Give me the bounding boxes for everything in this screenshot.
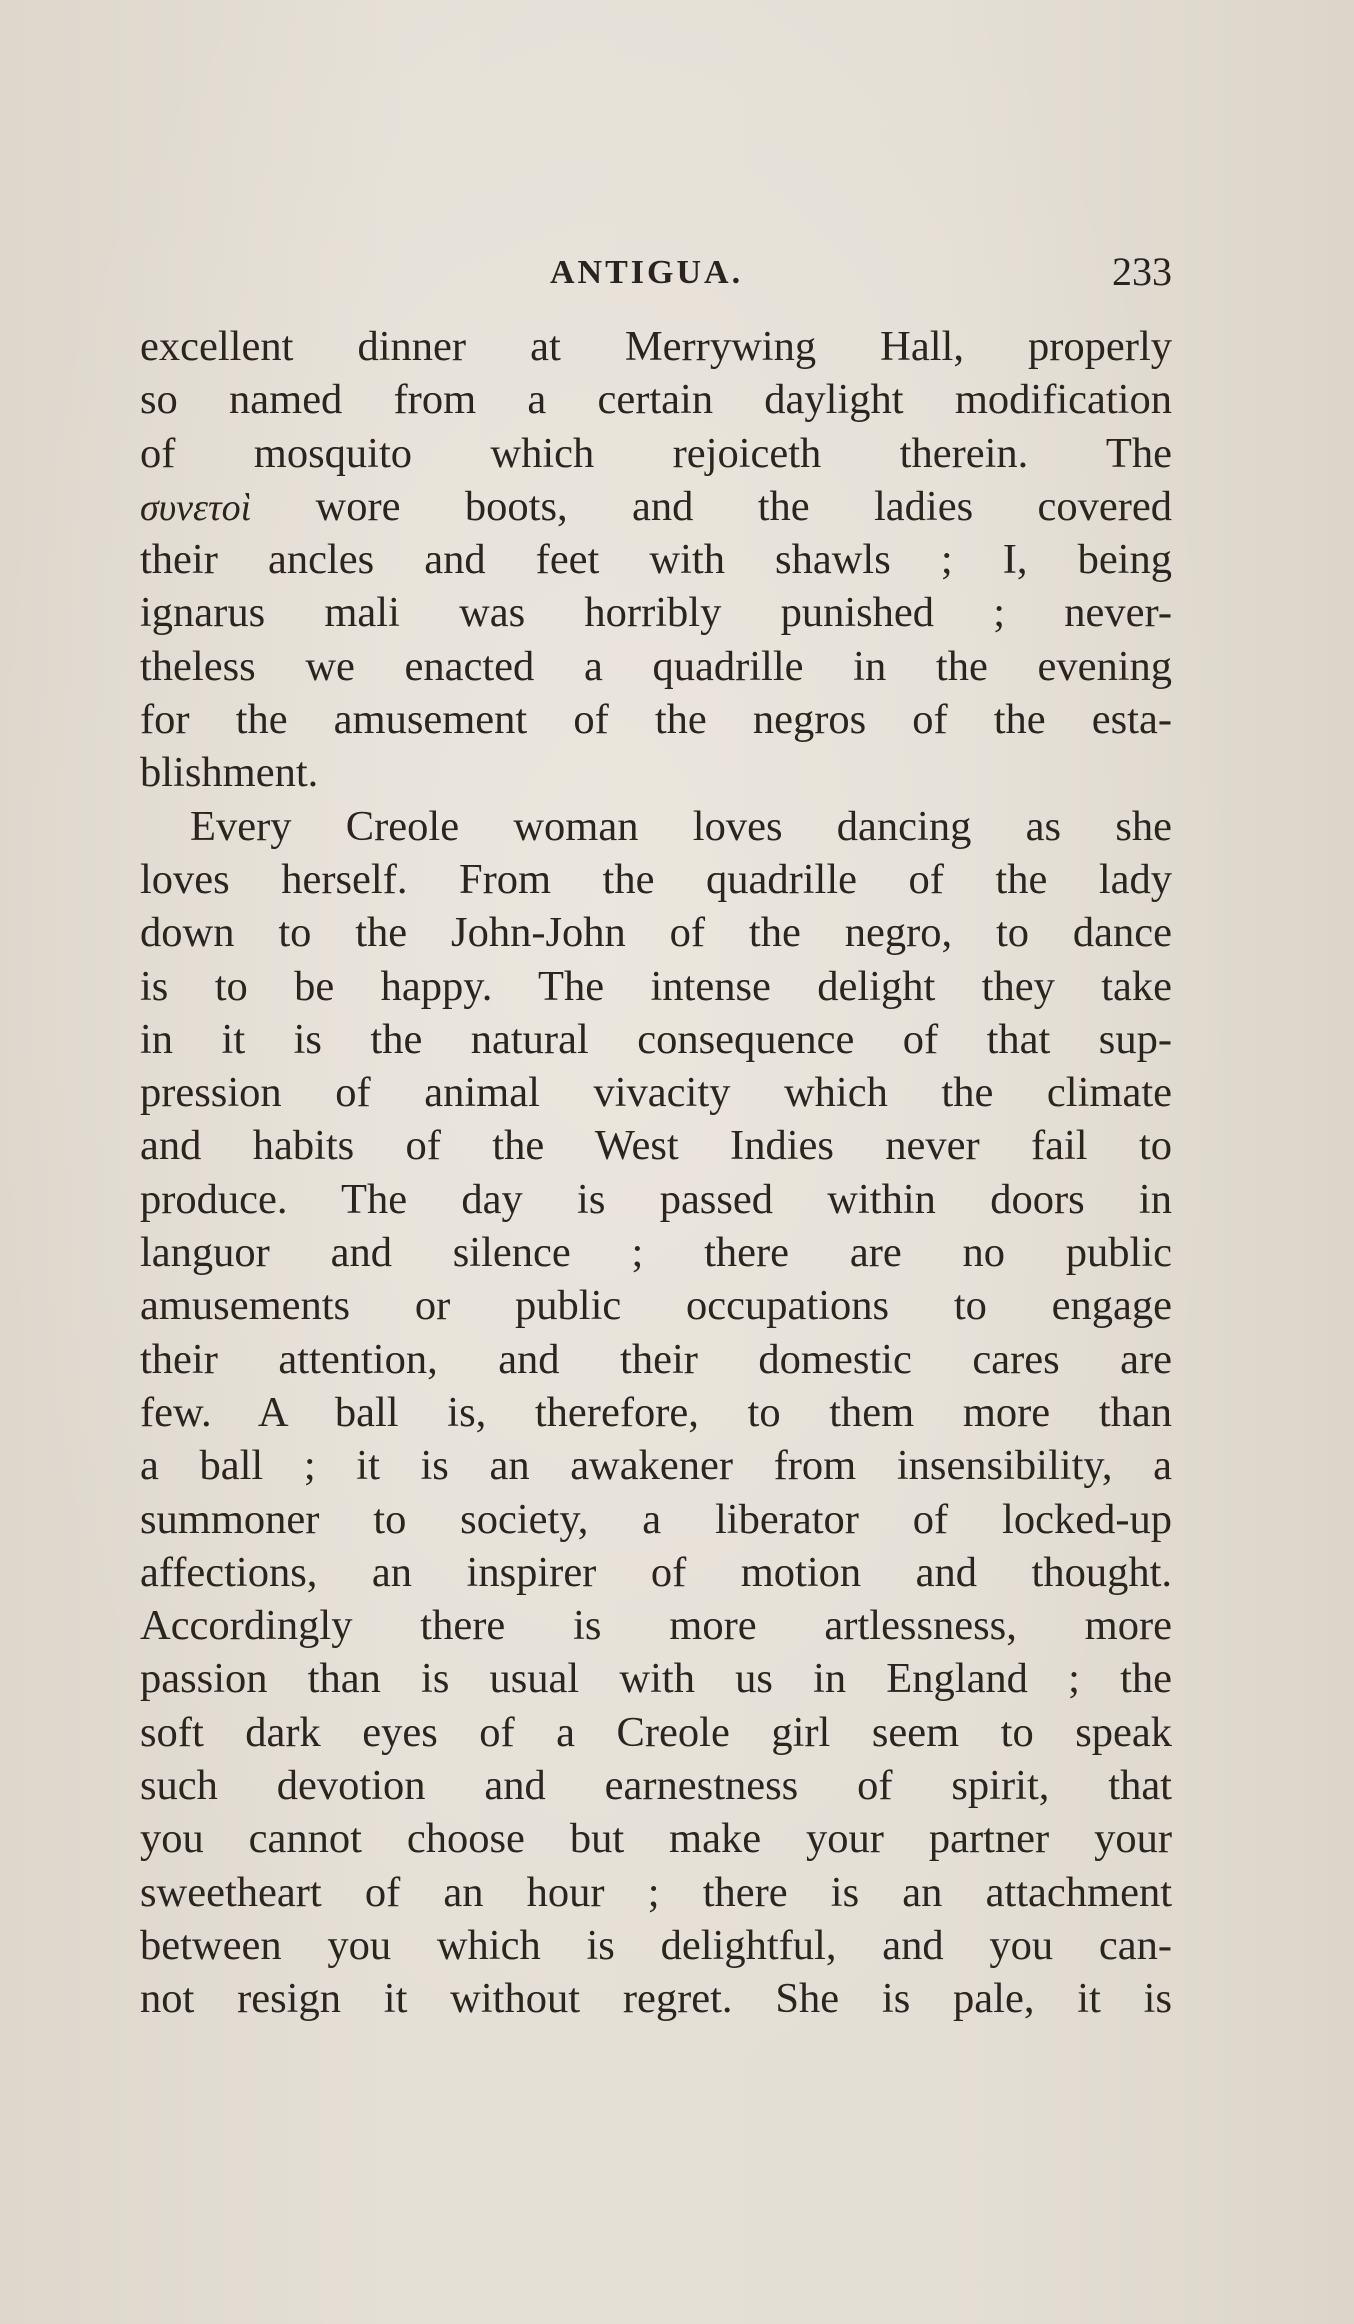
text-line: produce. The day is passed within doors in xyxy=(140,1175,1172,1223)
body-text xyxy=(140,320,1172,2026)
text-line: ignarus mali was horribly punished ; never- xyxy=(140,589,1172,637)
text-line: such devotion and earnestness of spirit, that xyxy=(140,1762,1172,1810)
text-line: soft dark eyes of a Creole girl seem to speak xyxy=(140,1708,1172,1756)
text-line: their attention, and their domestic cares are xyxy=(140,1335,1172,1383)
text-line: theless we enacted a quadrille in the evening xyxy=(140,642,1172,690)
text-line: for the amusement of the negros of the esta- xyxy=(140,696,1172,744)
text-line-rest: wore boots, and the ladies covered xyxy=(251,482,1172,530)
text-line: sweetheart of an hour ; there is an attachment xyxy=(140,1868,1172,1916)
text-line: is to be happy. The intense delight they take xyxy=(140,962,1172,1010)
text-line: excellent dinner at Merrywing Hall, properly xyxy=(140,323,1172,370)
greek-word: συνετοὶ xyxy=(140,486,252,529)
paragraph xyxy=(140,320,1172,800)
text-line: their ancles and feet with shawls ; I, being xyxy=(140,536,1172,584)
text-line: pression of animal vivacity which the climate xyxy=(140,1069,1172,1117)
text-line xyxy=(140,480,1172,533)
text-line: few. A ball is, therefore, to them more than xyxy=(140,1388,1172,1436)
text-line: summoner to society, a liberator of locked-up xyxy=(140,1495,1172,1543)
text-line: not resign it without regret. She is pale, it is xyxy=(140,1975,1172,2023)
text-line: Accordingly there is more artlessness, more xyxy=(140,1602,1172,1650)
text-line: in it is the natural consequence of that sup- xyxy=(140,1015,1172,1063)
running-head: ANTIGUA. xyxy=(550,254,744,291)
page-header xyxy=(140,248,1172,298)
text-line: passion than is usual with us in England ; the xyxy=(140,1655,1172,1703)
text-line: between you which is delightful, and you can- xyxy=(140,1921,1172,1969)
text-line: down to the John-John of the negro, to dance xyxy=(140,909,1172,957)
text-line: so named from a certain daylight modification xyxy=(140,376,1172,424)
text-line: and habits of the West Indies never fail to xyxy=(140,1122,1172,1170)
text-line: languor and silence ; there are no public xyxy=(140,1229,1172,1277)
paragraph xyxy=(140,800,1172,2026)
text-line: amusements or public occupations to engage xyxy=(140,1282,1172,1330)
text-line: you cannot choose but make your partner your xyxy=(140,1815,1172,1863)
text-line: blishment. xyxy=(140,749,319,797)
text-line: affections, an inspirer of motion and thought. xyxy=(140,1548,1172,1596)
text-line: loves herself. From the quadrille of the lady xyxy=(140,855,1172,903)
text-line: a ball ; it is an awakener from insensibility, a xyxy=(140,1442,1172,1490)
page-number: 233 xyxy=(1112,249,1172,294)
text-line: of mosquito which rejoiceth therein. The xyxy=(140,429,1172,477)
text-line: Every Creole woman loves dancing as she xyxy=(190,802,1172,850)
